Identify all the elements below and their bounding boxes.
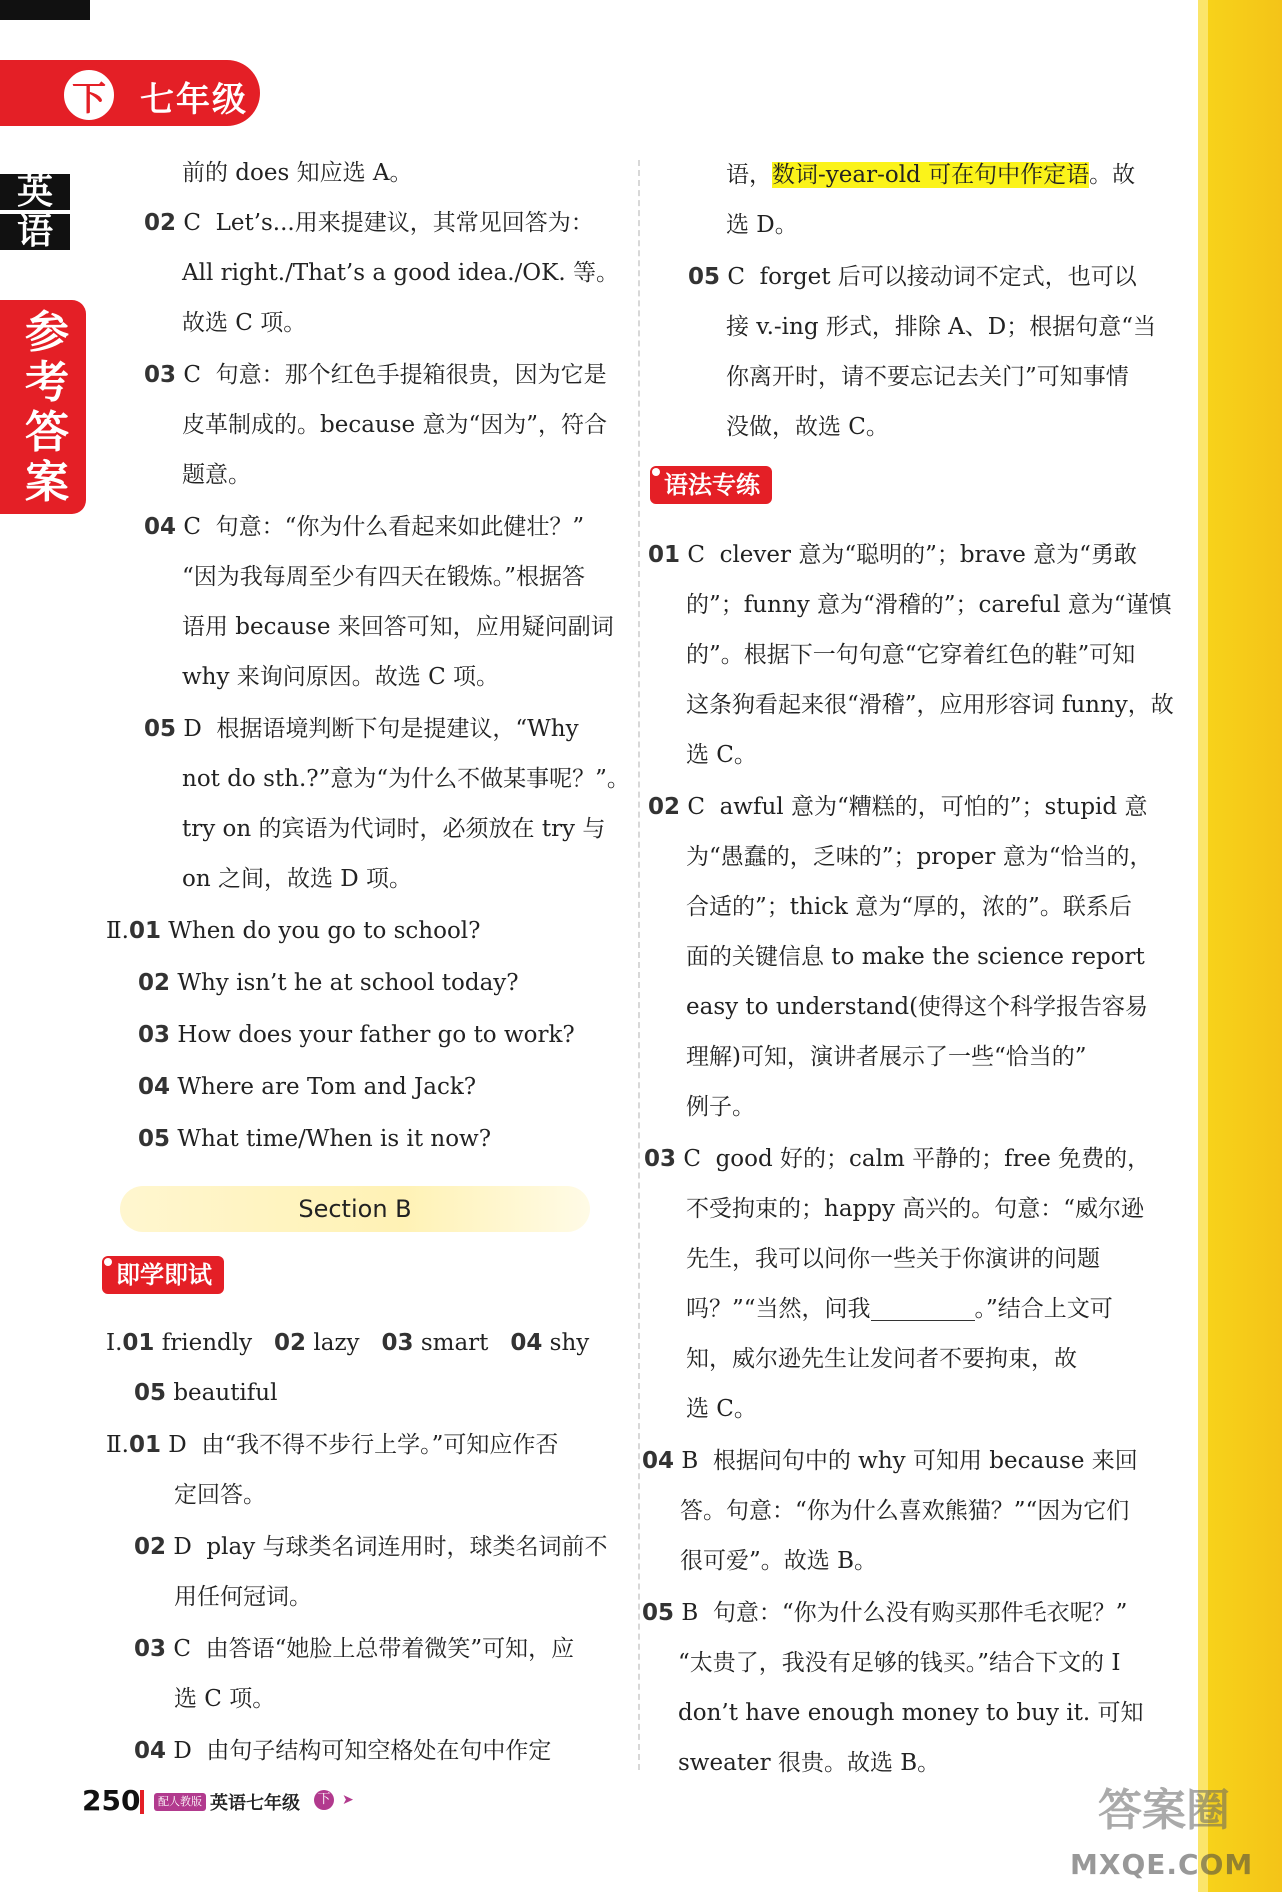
page-number: 250	[82, 1784, 141, 1817]
section-title: Section B	[298, 1195, 412, 1223]
answer-line: not do sth.?”意为“为什么不做某事呢？”。	[182, 766, 630, 792]
top-black-bar	[0, 0, 90, 20]
answer-line: sweater 很贵。故选 B。	[678, 1750, 941, 1776]
highlighted-note: 数词-year-old 可在句中作定语	[772, 162, 1090, 188]
answer-item-02: 02 C Let’s...用来提建议，其常见回答为：	[144, 210, 594, 236]
answer-line: 选 C。	[686, 1396, 757, 1422]
answer-line: 理解)可知，演讲者展示了一些“恰当的”	[686, 1044, 1087, 1070]
volume-badge: 下	[60, 66, 118, 124]
arrow-icon: ➤	[342, 1792, 354, 1808]
answer-line: try on 的宾语为代词时，必须放在 try 与	[182, 816, 606, 842]
side-char: 考	[25, 357, 69, 408]
part-ii-item-02: 02 Why isn’t he at school today?	[138, 970, 519, 996]
answer-line: 不受拘束的；happy 高兴的。句意：“威尔逊	[686, 1196, 1145, 1222]
answer-item-03: 03 C 句意：那个红色手提箱很贵，因为它是	[144, 362, 607, 388]
answer-line: 没做，故选 C。	[726, 414, 889, 440]
part-ii-item-03: 03 How does your father go to work?	[138, 1022, 575, 1048]
side-char: 参	[25, 307, 69, 358]
answer-item-05: 05 D 根据语境判断下句是提建议，“Why	[144, 716, 579, 742]
column-divider	[638, 160, 640, 1770]
answer-line: 题意。	[182, 462, 251, 488]
answer-line: 语用 because 来回答可知，应用疑问副词	[182, 614, 614, 640]
grade-label: 七年级	[140, 80, 248, 120]
part-ii-b-item-04: 04 D 由句子结构可知空格处在句中作定	[134, 1738, 552, 1764]
answer-line: 面的关键信息 to make the science report	[686, 944, 1145, 970]
side-char: 案	[25, 457, 69, 508]
answer-line: 这条狗看起来很“滑稽”，应用形容词 funny，故	[686, 692, 1174, 718]
answer-line: 的”。根据下一句句意“它穿着红色的鞋”可知	[686, 642, 1136, 668]
answer-continuation: 语，数词-year-old 可在句中作定语。故	[726, 162, 1136, 188]
watermark-logo: 答案圈	[1098, 1785, 1230, 1836]
watermark	[1070, 1770, 1280, 1890]
answer-line: 很可爱”。故选 B。	[680, 1548, 877, 1574]
part-ii-item-05: 05 What time/When is it now?	[138, 1126, 492, 1152]
answer-line: “太贵了，我没有足够的钱买。”结合下文的 I	[678, 1650, 1121, 1676]
grammar-item-02: 02 C awful 意为“糟糕的，可怕的”；stupid 意	[648, 794, 1148, 820]
part-i-row-1: Ⅰ.01 friendly 02 lazy 03 smart 04 shy	[106, 1330, 590, 1356]
answer-line: on 之间，故选 D 项。	[182, 866, 413, 892]
answer-continuation: 前的 does 知应选 A。	[182, 160, 413, 186]
grammar-practice-tag: 语法专练	[650, 466, 772, 504]
side-answer-label	[20, 308, 74, 508]
footer-divider	[140, 1790, 144, 1814]
page-edge-highlight	[1198, 0, 1208, 1892]
page-edge-yellow	[1208, 0, 1282, 1892]
answer-line: don’t have enough money to buy it. 可知	[678, 1700, 1144, 1726]
edition-badge: 配人教版	[154, 1793, 206, 1811]
side-subject-char: 语	[0, 214, 70, 250]
fill-blank	[871, 1300, 975, 1321]
answer-line: 用任何冠词。	[174, 1584, 312, 1610]
answer-line: 选 C。	[686, 742, 757, 768]
grammar-item-05: 05 B 句意：“你为什么没有购买那件毛衣呢？”	[642, 1600, 1128, 1626]
answer-line: “因为我每周至少有四天在锻炼。”根据答	[182, 564, 586, 590]
side-subject-char: 英	[0, 174, 70, 210]
part-ii-b-item-01: Ⅱ.01 D 由“我不得不步行上学。”可知应作否	[106, 1432, 559, 1458]
footer-subject: 英语七年级	[210, 1793, 300, 1814]
answer-line: 知，威尔逊先生让发问者不要拘束，故	[686, 1346, 1077, 1372]
part-ii-b-item-03: 03 C 由答语“她脸上总带着微笑”可知，应	[134, 1636, 575, 1662]
answer-line: 皮革制成的。because 意为“因为”，符合	[182, 412, 607, 438]
answer-line: 你离开时，请不要忘记去关门”可知事情	[726, 364, 1129, 390]
answer-line: 故选 C 项。	[182, 310, 307, 336]
answer-item-04: 04 C 句意：“你为什么看起来如此健壮？”	[144, 514, 585, 540]
answer-line: All right./That’s a good idea./OK. 等。	[182, 260, 619, 286]
part-i-row-2: 05 beautiful	[134, 1380, 278, 1406]
grammar-item-04: 04 B 根据问句中的 why 可知用 because 来回	[642, 1448, 1138, 1474]
answer-line: 先生，我可以问你一些关于你演讲的问题	[686, 1246, 1100, 1272]
answer-item-05: 05 C forget 后可以接动词不定式，也可以	[688, 264, 1137, 290]
answer-line: 定回答。	[174, 1482, 266, 1508]
practice-tag: 即学即试	[102, 1256, 224, 1294]
watermark-url: MXQE.COM	[1070, 1848, 1254, 1881]
part-ii-item-04: 04 Where are Tom and Jack?	[138, 1074, 477, 1100]
answer-line: 接 v.-ing 形式，排除 A、D；根据句意“当	[726, 314, 1156, 340]
part-ii-b-item-02: 02 D play 与球类名词连用时，球类名词前不	[134, 1534, 608, 1560]
answer-line: 合适的”；thick 意为“厚的，浓的”。联系后	[686, 894, 1132, 920]
answer-line: 答。句意：“你为什么喜欢熊猫？”“因为它们	[680, 1498, 1130, 1524]
answer-line: 选 D。	[726, 212, 798, 238]
part-ii-item-01: Ⅱ.01 When do you go to school?	[106, 918, 481, 944]
side-char: 答	[25, 407, 69, 458]
footer-volume: 下	[314, 1790, 334, 1810]
grammar-item-01: 01 C clever 意为“聪明的”；brave 意为“勇敢	[648, 542, 1137, 568]
answer-line: 例子。	[686, 1094, 755, 1120]
side-subject-label	[0, 170, 70, 260]
answer-line: 为“愚蠢的，乏味的”；proper 意为“恰当的，	[686, 844, 1153, 870]
answer-line: 的”；funny 意为“滑稽的”；careful 意为“谨慎	[686, 592, 1172, 618]
grammar-item-03: 03 C good 好的；calm 平静的；free 免费的，	[644, 1146, 1151, 1172]
answer-line: 选 C 项。	[174, 1686, 276, 1712]
answer-line: why 来询问原因。故选 C 项。	[182, 664, 500, 690]
answer-line: easy to understand(使得这个科学报告容易	[686, 994, 1149, 1020]
answer-line: 吗？”“当然，问我 。”结合上文可	[686, 1296, 1113, 1322]
